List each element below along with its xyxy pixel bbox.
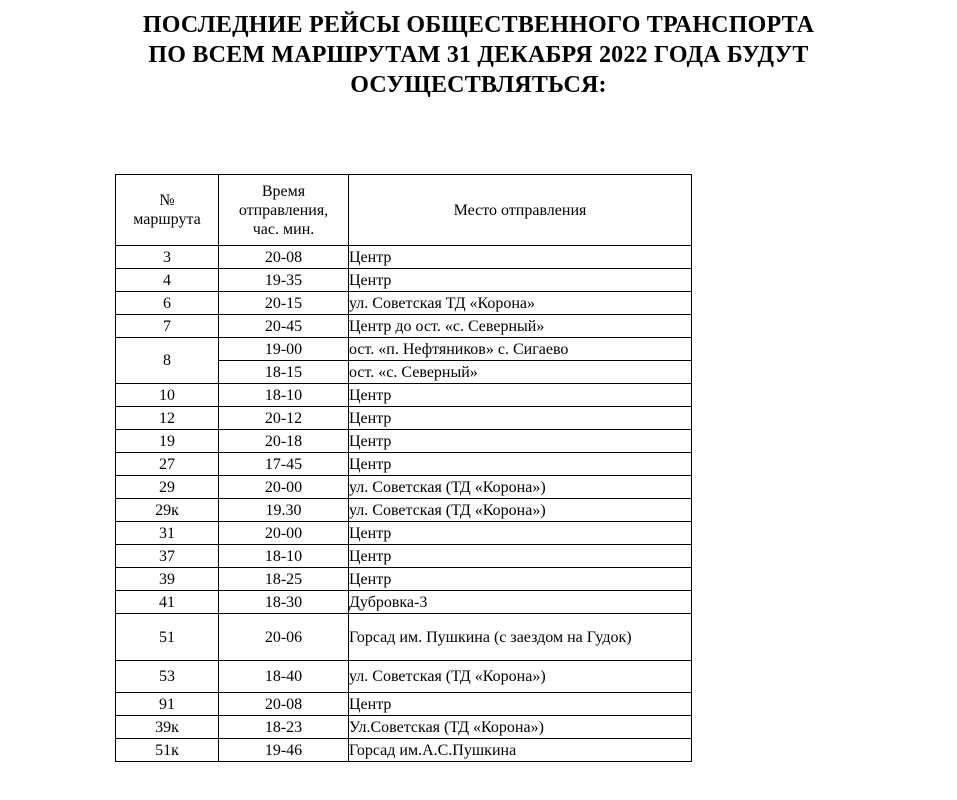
departure-time-cell: 18-10 — [219, 545, 349, 568]
table-row — [116, 292, 692, 315]
table-row — [116, 739, 692, 762]
table-row — [116, 246, 692, 269]
table-header-row — [116, 175, 692, 246]
departure-place-cell: ул. Советская ТД «Корона» — [349, 292, 692, 315]
table-row — [116, 476, 692, 499]
route-number-cell: 19 — [116, 430, 219, 453]
departure-time-cell: 20-15 — [219, 292, 349, 315]
departure-place-cell: Центр — [349, 568, 692, 591]
header-time-line: час. мин. — [252, 220, 315, 238]
title-line: ПОСЛЕДНИЕ РЕЙСЫ ОБЩЕСТВЕННОГО ТРАНСПОРТА — [142, 12, 815, 38]
route-number-cell: 31 — [116, 522, 219, 545]
header-route-line: маршрута — [133, 211, 201, 228]
departure-place-cell: Центр — [349, 246, 692, 269]
route-number-cell: 27 — [116, 453, 219, 476]
departure-place-cell: Центр — [349, 693, 692, 716]
table-row — [116, 522, 692, 545]
table-row — [116, 453, 692, 476]
route-number-cell: 51к — [116, 739, 219, 762]
departure-time-cell: 20-45 — [219, 315, 349, 338]
page-title — [0, 10, 957, 100]
table-row — [116, 430, 692, 453]
departure-place-cell: Центр — [349, 522, 692, 545]
departure-time-cell: 19-46 — [219, 739, 349, 762]
table-row — [116, 661, 692, 693]
route-number-cell: 29к — [116, 499, 219, 522]
table-row — [116, 269, 692, 292]
header-time-line: Время — [261, 182, 306, 200]
departure-place-cell: Дубровка-3 — [349, 591, 692, 614]
departure-time-cell: 19.30 — [219, 499, 349, 522]
departure-place-cell: Центр — [349, 453, 692, 476]
header-route-number — [116, 175, 219, 246]
table-row — [116, 545, 692, 568]
route-number-cell: 6 — [116, 292, 219, 315]
departure-time-cell: 18-30 — [219, 591, 349, 614]
route-number-cell: 41 — [116, 591, 219, 614]
departure-time-cell: 20-08 — [219, 693, 349, 716]
departure-place-cell: Ул.Советская (ТД «Корона») — [349, 716, 692, 739]
table-row — [116, 614, 692, 661]
departure-time-cell: 20-00 — [219, 476, 349, 499]
departure-time-cell: 20-18 — [219, 430, 349, 453]
departure-place-cell: Горсад им. Пушкина (с заездом на Гудок) — [349, 614, 692, 661]
title-line: ОСУЩЕСТВЛЯТЬСЯ: — [350, 72, 607, 98]
departure-time-cell: 18-10 — [219, 384, 349, 407]
departure-time-cell: 18-40 — [219, 661, 349, 693]
table-row — [116, 716, 692, 739]
departure-place-cell: ул. Советская (ТД «Корона») — [349, 499, 692, 522]
header-time-line: отправления, — [238, 201, 329, 219]
header-departure-place: Место отправления — [349, 175, 692, 246]
route-number-cell: 51 — [116, 614, 219, 661]
table-row — [116, 591, 692, 614]
departure-place-cell: ост. «с. Северный» — [349, 361, 692, 384]
route-number-cell: 7 — [116, 315, 219, 338]
table-row — [116, 693, 692, 716]
departure-place-cell: Центр — [349, 384, 692, 407]
departure-time-cell: 19-00 — [219, 338, 349, 361]
departure-place-cell: ул. Советская (ТД «Корона») — [349, 476, 692, 499]
route-number-cell: 37 — [116, 545, 219, 568]
table-row — [116, 315, 692, 338]
route-number-cell: 39 — [116, 568, 219, 591]
route-number-cell: 29 — [116, 476, 219, 499]
departure-place-cell: Центр — [349, 269, 692, 292]
route-number-cell: 10 — [116, 384, 219, 407]
header-route-line: № — [159, 192, 175, 209]
departure-time-cell: 18-25 — [219, 568, 349, 591]
table-row — [116, 568, 692, 591]
route-number-cell: 91 — [116, 693, 219, 716]
departure-time-cell: 20-12 — [219, 407, 349, 430]
departure-place-cell: Центр — [349, 430, 692, 453]
title-line: ПО ВСЕМ МАРШРУТАМ 31 ДЕКАБРЯ 2022 ГОДА БУДУТ — [148, 42, 809, 68]
route-number-cell: 53 — [116, 661, 219, 693]
departure-time-cell: 18-23 — [219, 716, 349, 739]
route-number-cell: 4 — [116, 269, 219, 292]
departure-time-cell: 20-06 — [219, 614, 349, 661]
departure-time-cell: 18-15 — [219, 361, 349, 384]
table-row — [116, 338, 692, 361]
departure-place-cell: ост. «п. Нефтяников» с. Сигаево — [349, 338, 692, 361]
departure-place-cell: Горсад им.А.С.Пушкина — [349, 739, 692, 762]
route-number-cell: 8 — [116, 338, 219, 384]
departure-time-cell: 20-00 — [219, 522, 349, 545]
route-number-cell: 12 — [116, 407, 219, 430]
route-number-cell: 3 — [116, 246, 219, 269]
schedule-table — [115, 174, 692, 762]
table-row — [116, 499, 692, 522]
departure-time-cell: 19-35 — [219, 269, 349, 292]
departure-time-cell: 17-45 — [219, 453, 349, 476]
departure-time-cell: 20-08 — [219, 246, 349, 269]
table-row — [116, 407, 692, 430]
departure-place-cell: Центр — [349, 545, 692, 568]
departure-place-cell: ул. Советская (ТД «Корона») — [349, 661, 692, 693]
departure-place-cell: Центр — [349, 407, 692, 430]
departure-place-cell: Центр до ост. «с. Северный» — [349, 315, 692, 338]
table-row — [116, 384, 692, 407]
route-number-cell: 39к — [116, 716, 219, 739]
header-departure-time — [219, 175, 349, 246]
